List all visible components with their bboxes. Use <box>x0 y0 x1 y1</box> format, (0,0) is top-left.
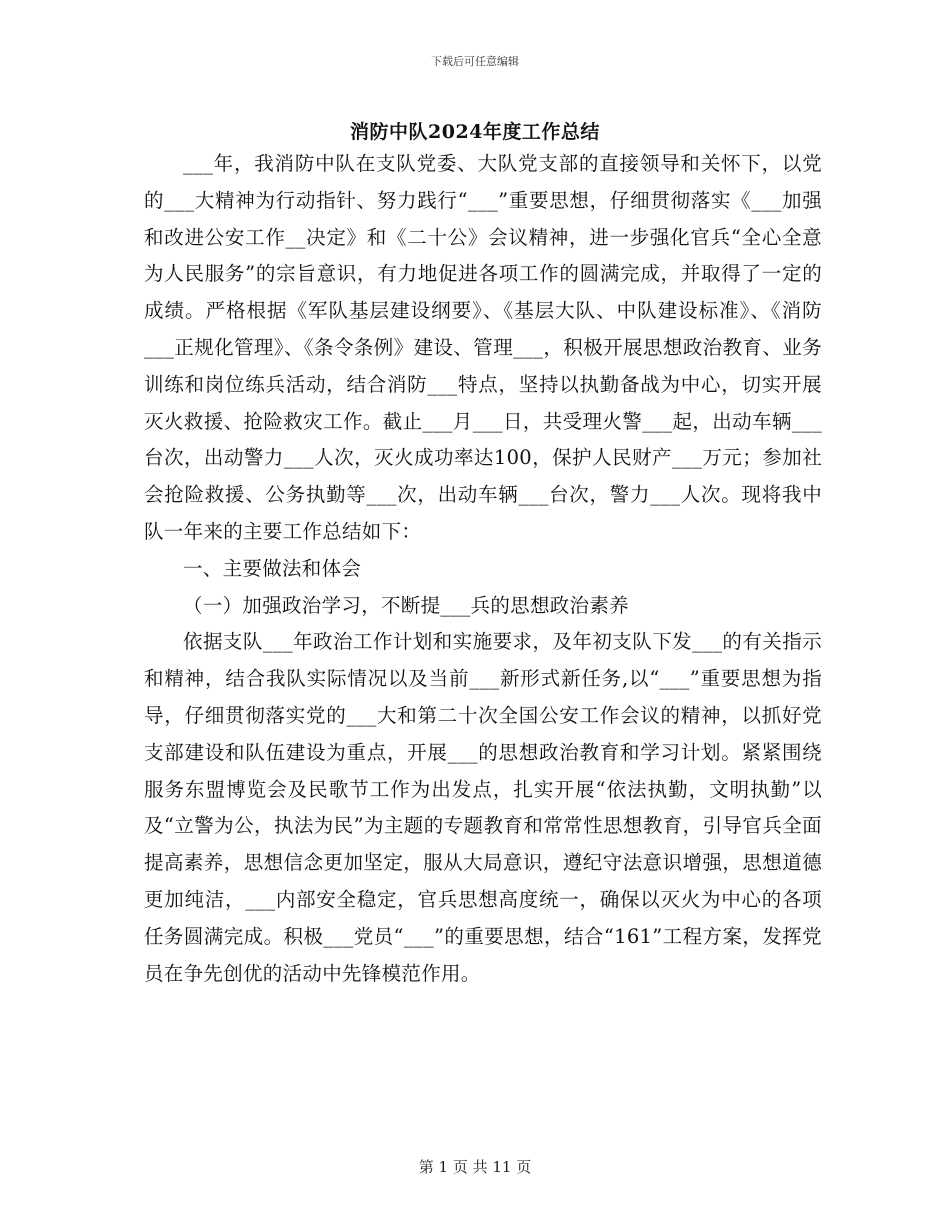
subsection-heading: （一）加强政治学习，不断提___兵的思想政治素养 <box>183 593 629 617</box>
page-header-note: 下载后可任意编辑 <box>431 55 519 68</box>
section-heading: 一、主要做法和体会 <box>183 556 362 580</box>
page-number: 第 1 页 共 11 页 <box>418 1158 532 1176</box>
document-title: 消防中队2024年度工作总结 <box>350 121 600 143</box>
document-body <box>144 146 822 992</box>
intro-paragraph: ___年，我消防中队在支队党委、大队党支部的直接领导和关怀下，以党的___大精神为行动指针、努力践行“___”重要思想，仔细贯彻落实《___加强和改进公安工作__决定》和《二十公》会议精神，进一步强化官兵“全心全意为人民服务”的宗旨意识，有力地促进各项工作的圆满完成，并取得了一定的成绩。严格根据《军队基层建设纲要》、《基层大队、中队建设标准》、《消防___正规化管理》、《条令条例》建设、管理___，积极开展思想政治教育、业务训练和岗位练兵活动，结合消防___特点，坚持以执勤备战为中心，切实开展灭火救援、抢险救灾工作。截止___月___日，共受理火警___起，出动车辆___台次，出动警力___人次，灭火成功率达100，保护人民财产___万元；参加社会抢险救援、公务执勤等___次，出动车辆___台次，警力___人次。现将我中队一年来的主要工作总结如下： <box>144 152 822 543</box>
body-paragraph: 依据支队___年政治工作计划和实施要求，及年初支队下发___的有关指示和精神，结合我队实际情况以及当前___新形式新任务,以“___”重要思想为指导，仔细贯彻落实党的___大和第二十次全国公安工作会议的精神，以抓好党支部建设和队伍建设为重点，开展___的思想政治教育和学习计划。紧紧围绕服务东盟博览会及民歌节工作为出发点，扎实开展“依法执勤，文明执勤”以及“立警为公，执法为民”为主题的专题教育和常常性思想教育，引导官兵全面提高素养，思想信念更加坚定，服从大局意识，遵纪守法意识增强，思想道德更加纯洁，___内部安全稳定，官兵思想高度统一，确保以灭火为中心的各项任务圆满完成。积极___党员“___”的重要思想，结合“161”工程方案，发挥党员在争先创优的活动中先锋模范作用。 <box>144 630 823 985</box>
